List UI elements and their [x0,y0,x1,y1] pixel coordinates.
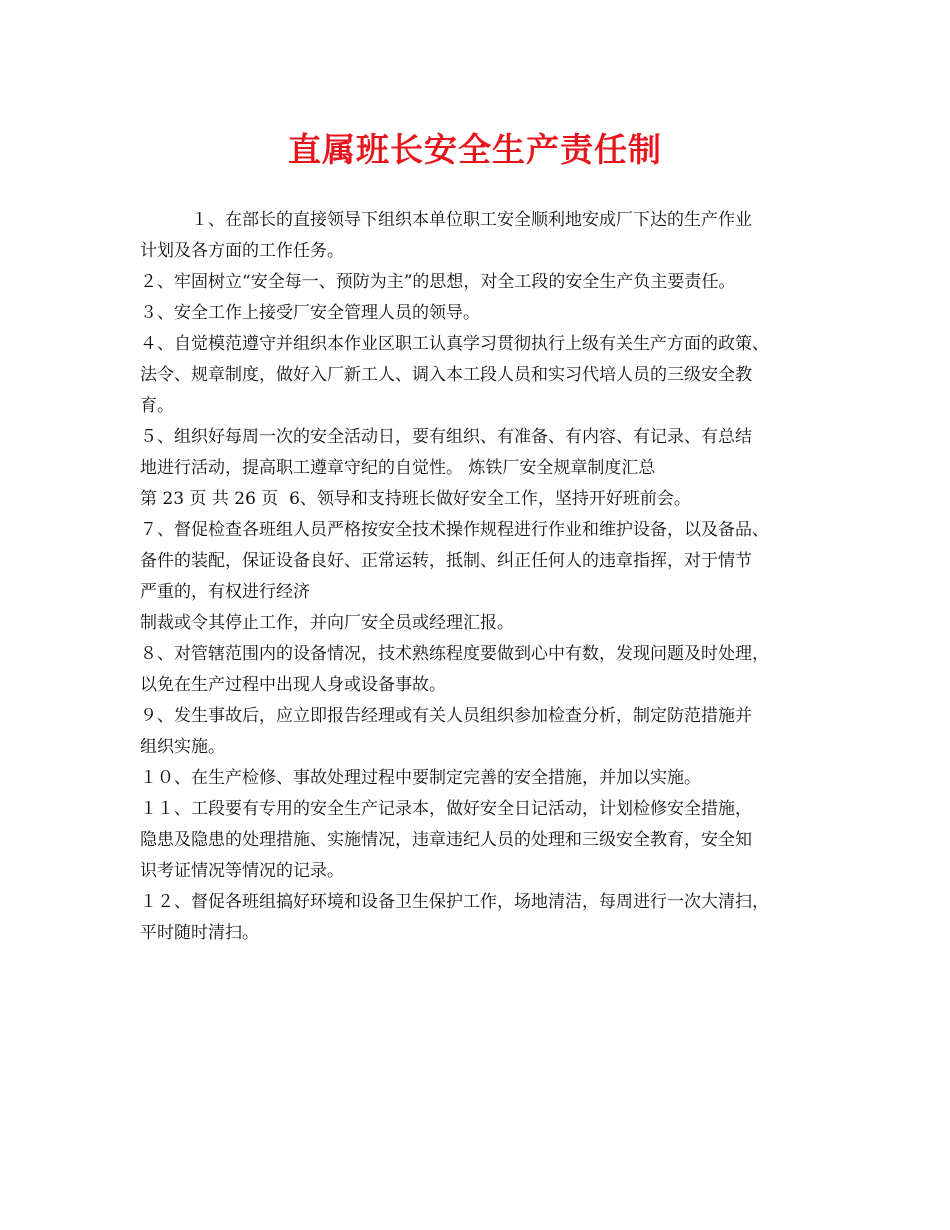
text-line: ２、牢固树立“安全每一、预防为主”的思想，对全工段的安全生产负主要责任。 [140,272,736,292]
text-line: 育。 [140,396,174,416]
text-line: 识考证情况等情况的记录。 [140,861,344,881]
text-line: 计划及各方面的工作任务。 [140,241,344,261]
text-line: ５、组织好每周一次的安全活动日，要有组织、有准备、有内容、有记录、有总结 [140,427,752,447]
text-line: 制裁或令其停止工作，并向厂安全员或经理汇报。 [140,613,514,633]
document-body [140,205,840,949]
text-line: 备件的装配，保证设备良好、正常运转，抵制、纠正任何人的违章指挥，对于情节 [140,551,752,571]
text-line: ３、安全工作上接受厂安全管理人员的领导。 [140,303,480,323]
text-line: １０、在生产检修、事故处理过程中要制定完善的安全措施，并加以实施。 [140,768,701,788]
text-line: ９、发生事故后，应立即报告经理或有关人员组织参加检查分析，制定防范措施并 [140,706,752,726]
text-line: ８、对管辖范围内的设备情况，技术熟练程度要做到心中有数，发现问题及时处理， [140,644,769,664]
text-line: １１、工段要有专用的安全生产记录本，做好安全日记活动，计划检修安全措施， [140,799,752,819]
text-line: 地进行活动，提高职工遵章守纪的自觉性。 炼铁厂安全规章制度汇总 [140,458,656,478]
text-line: 隐患及隐患的处理措施、实施情况，违章违纪人员的处理和三级安全教育，安全知 [140,830,752,850]
text-line: １、在部长的直接领导下组织本单位职工安全顺利地安成厂下达的生产作业 [140,210,752,230]
text-line: 平时随时清扫。 [140,923,259,943]
document-title: 直属班长安全生产责任制 [288,130,662,169]
text-line: ７、督促检查各班组人员严格按安全技术操作规程进行作业和维护设备，以及备品、 [140,520,769,540]
text-line: 组织实施。 [140,737,225,757]
page-footer-line: 第 23 页 共 26 页 6、领导和支持班长做好安全工作，坚持开好班前会。 [140,489,691,509]
text-line: 法令、规章制度，做好入厂新工人、调入本工段人员和实习代培人员的三级安全教 [140,365,752,385]
text-line: 严重的，有权进行经济 [140,582,310,602]
text-line: １２、督促各班组搞好环境和设备卫生保护工作，场地清洁，每周进行一次大清扫， [140,892,769,912]
text-line: ４、自觉模范遵守并组织本作业区职工认真学习贯彻执行上级有关生产方面的政策、 [140,334,769,354]
text-line: 以免在生产过程中出现人身或设备事故。 [140,675,446,695]
